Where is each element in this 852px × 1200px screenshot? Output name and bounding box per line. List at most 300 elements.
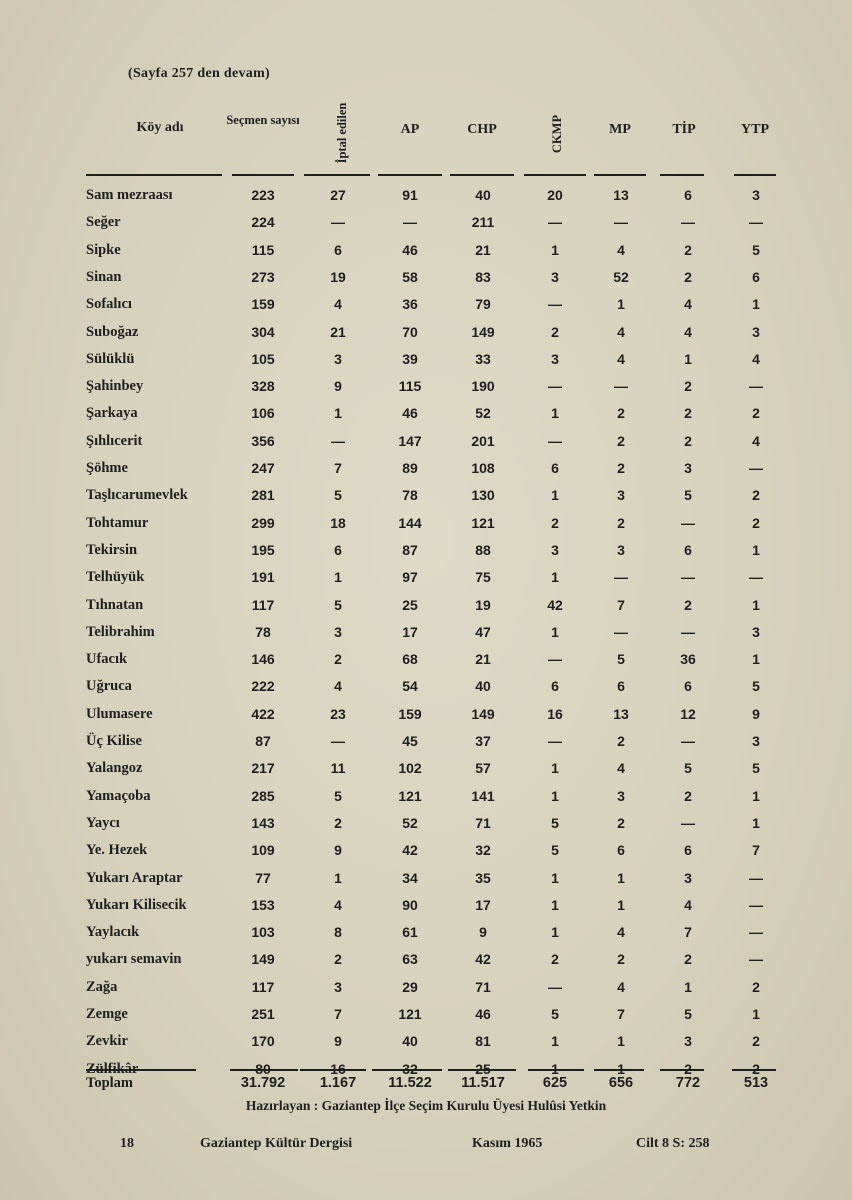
table-cell: 3 [617, 787, 625, 804]
table-cell: 117 [251, 978, 275, 995]
table-cell: 87 [402, 541, 418, 558]
table-cell: 17 [402, 623, 418, 640]
village-name: Ye. Hezek [86, 842, 148, 859]
table-cell: 6 [684, 678, 692, 695]
table-cell: 285 [251, 787, 275, 804]
table-cell: — [548, 733, 562, 749]
table-cell: 52 [475, 405, 491, 422]
table-cell: 2 [684, 596, 692, 613]
village-name: Sam mezraası [86, 187, 173, 203]
table-cell: — [749, 214, 763, 231]
table-cell: — [548, 378, 562, 395]
table-cell: — [548, 296, 562, 313]
table-cell: 1 [752, 814, 760, 831]
table-cell: 2 [617, 460, 625, 476]
table-cell: 3 [684, 460, 692, 476]
table-cell: 3 [752, 187, 760, 203]
table-cell: 201 [471, 432, 495, 449]
table-cell: 6 [617, 678, 625, 695]
table-cell: 9 [752, 705, 760, 722]
table-cell: 153 [251, 896, 275, 913]
table-cell: 4 [334, 678, 342, 695]
village-name: Tıhnatan [86, 596, 144, 613]
table-row [0, 482, 852, 508]
table-row [0, 974, 852, 1000]
issue-date: Kasım 1965 [472, 1136, 543, 1151]
table-cell: 190 [471, 378, 495, 395]
table-cell: 45 [402, 733, 418, 749]
table-row [0, 946, 852, 972]
table-cell: 8 [334, 924, 342, 941]
table-cell: 2 [684, 432, 692, 449]
table-cell: 143 [251, 814, 275, 831]
table-cell: 21 [475, 651, 491, 668]
table-cell: 40 [475, 187, 491, 203]
table-cell: 4 [752, 350, 760, 367]
table-cell: 5 [334, 787, 342, 804]
header-tip: TİP [672, 122, 696, 137]
continuation-note: (Sayfa 257 den devam) [128, 66, 271, 81]
village-name: Yukarı Kilisecik [86, 896, 187, 913]
table-cell: 1 [334, 405, 342, 422]
total-rule [594, 1069, 644, 1071]
table-cell: — [681, 733, 695, 749]
total-row [0, 1070, 852, 1096]
table-cell: 121 [398, 787, 422, 804]
table-cell: 4 [684, 896, 692, 913]
table-cell: 222 [251, 678, 275, 695]
total-rule [732, 1069, 776, 1071]
table-cell: — [681, 214, 695, 231]
table-cell: — [548, 651, 562, 668]
table-cell: 87 [255, 733, 271, 749]
table-cell: 36 [402, 296, 418, 313]
table-cell: 13 [613, 187, 629, 203]
table-cell: 1 [551, 896, 559, 913]
table-cell: 70 [402, 323, 418, 340]
table-cell: 6 [334, 541, 342, 558]
table-cell: 2 [684, 787, 692, 804]
table-cell: 3 [752, 623, 760, 640]
village-name: Ulumasere [86, 705, 153, 722]
table-cell: 147 [398, 432, 422, 449]
table-cell: 6 [684, 842, 692, 859]
table-cell: 2 [684, 951, 692, 968]
header-village-name: Köy adı [136, 120, 184, 135]
table-cell: — [681, 623, 695, 640]
table-cell: 105 [251, 350, 275, 367]
table-cell: 54 [402, 678, 418, 695]
table-cell: 12 [680, 705, 696, 722]
table-cell: 4 [334, 296, 342, 313]
table-cell: — [749, 460, 763, 476]
table-row [0, 428, 852, 454]
table-row [0, 892, 852, 918]
table-cell: 52 [613, 268, 629, 285]
table-cell: 63 [402, 951, 418, 968]
total-rule [230, 1069, 298, 1071]
table-cell: 42 [475, 951, 491, 968]
table-row [0, 455, 852, 481]
table-cell: — [681, 569, 695, 586]
table-cell: 32 [475, 842, 491, 859]
table-cell: 91 [402, 187, 418, 203]
table-cell: 121 [398, 1006, 422, 1022]
village-name: Sipke [86, 241, 121, 258]
table-cell: 6 [684, 187, 692, 203]
table-cell: — [331, 214, 345, 231]
total-cell: 11.517 [461, 1075, 505, 1091]
table-cell: 1 [617, 1033, 625, 1050]
table-cell: 2 [752, 487, 760, 504]
table-cell: 37 [475, 733, 491, 749]
table-cell: 5 [551, 842, 559, 859]
table-cell: 7 [334, 460, 342, 476]
village-name: Tekirsin [86, 541, 138, 558]
volume-page: Cilt 8 S: 258 [636, 1136, 710, 1151]
table-cell: 115 [251, 241, 275, 258]
table-cell: 3 [334, 350, 342, 367]
village-name: Sofalıcı [86, 296, 132, 313]
table-cell: — [331, 432, 345, 449]
header-ap: AP [400, 122, 420, 137]
table-cell: — [749, 924, 763, 941]
table-cell: 1 [684, 978, 692, 995]
village-name: Telhüyük [86, 569, 145, 586]
table-cell: 4 [617, 323, 625, 340]
table-cell: 5 [684, 760, 692, 777]
village-name: Şarkaya [86, 405, 138, 422]
table-row [0, 646, 852, 672]
table-cell: — [614, 378, 628, 395]
table-cell: 1 [551, 924, 559, 941]
table-cell: 299 [251, 514, 275, 531]
table-cell: 29 [402, 978, 418, 995]
table-cell: 2 [752, 1033, 760, 1050]
table-cell: 422 [251, 705, 275, 722]
table-cell: 5 [551, 814, 559, 831]
table-cell: 102 [398, 760, 422, 777]
table-cell: — [749, 896, 763, 913]
table-row [0, 564, 852, 590]
total-cell: 656 [608, 1075, 634, 1091]
table-cell: 9 [334, 378, 342, 395]
table-cell: 115 [398, 378, 422, 395]
total-rule [528, 1069, 584, 1071]
table-row [0, 510, 852, 536]
total-rule [372, 1069, 442, 1071]
total-rule [448, 1069, 516, 1071]
village-name: Şıhlıcerit [86, 432, 143, 449]
table-cell: 1 [334, 569, 342, 586]
header-invalid: İptal edilen [335, 102, 349, 164]
page-number: 18 [120, 1136, 134, 1151]
table-cell: 42 [547, 596, 563, 613]
table-cell: 97 [402, 569, 418, 586]
total-cell: 772 [675, 1075, 701, 1091]
table-cell: 19 [475, 596, 491, 613]
table-cell: 1 [752, 787, 760, 804]
table-cell: 356 [251, 432, 275, 449]
table-cell: 149 [471, 705, 495, 722]
village-name: Şöhme [86, 460, 128, 476]
table-cell: — [548, 432, 562, 449]
table-cell: 75 [475, 569, 491, 586]
table-row [0, 346, 852, 372]
village-name: yukarı semavin [86, 951, 182, 968]
village-name: Ufacık [86, 651, 128, 668]
table-cell: 4 [617, 924, 625, 941]
table-cell: 2 [617, 733, 625, 749]
table-cell: 21 [330, 323, 346, 340]
table-cell: 68 [402, 651, 418, 668]
table-cell: 3 [551, 350, 559, 367]
magazine-name: Gaziantep Kültür Dergisi [200, 1136, 353, 1151]
table-row [0, 837, 852, 863]
total-cell: 513 [743, 1075, 769, 1091]
table-cell: 2 [551, 323, 559, 340]
table-cell: 9 [479, 924, 487, 941]
table-cell: 4 [684, 296, 692, 313]
table-cell: 1 [551, 405, 559, 422]
table-cell: 79 [475, 296, 491, 313]
table-cell: 5 [684, 1006, 692, 1022]
table-cell: 57 [475, 760, 491, 777]
village-name: Zağa [86, 978, 118, 995]
table-cell: 2 [334, 814, 342, 831]
table-cell: 2 [617, 405, 625, 422]
table-cell: 89 [402, 460, 418, 476]
table-cell: 9 [334, 842, 342, 859]
table-cell: 61 [402, 924, 418, 941]
table-cell: 78 [402, 487, 418, 504]
table-cell: 217 [251, 760, 275, 777]
table-cell: 3 [617, 541, 625, 558]
village-name: Zemge [86, 1006, 128, 1022]
table-cell: 149 [471, 323, 495, 340]
table-cell: 1 [752, 596, 760, 613]
table-cell: 11 [330, 760, 346, 777]
table-cell: 16 [547, 705, 563, 722]
table-cell: 81 [475, 1033, 491, 1050]
table-cell: 46 [402, 241, 418, 258]
table-row [0, 1028, 852, 1054]
table-cell: 2 [684, 268, 692, 285]
table-cell: 47 [475, 623, 491, 640]
table-cell: 1 [617, 869, 625, 886]
table-cell: — [749, 951, 763, 968]
table-cell: 1 [551, 569, 559, 586]
table-cell: 3 [617, 487, 625, 504]
table-cell: 5 [752, 678, 760, 695]
table-cell: 2 [551, 951, 559, 968]
table-cell: — [749, 569, 763, 586]
table-cell: — [681, 514, 695, 531]
table-cell: 40 [402, 1033, 418, 1050]
table-cell: 1 [752, 541, 760, 558]
village-name: Telibrahim [86, 623, 155, 640]
table-cell: 1 [684, 350, 692, 367]
table-cell: 34 [402, 869, 418, 886]
table-cell: 4 [752, 432, 760, 449]
table-cell: 3 [334, 978, 342, 995]
table-cell: 2 [684, 405, 692, 422]
table-cell: 1 [752, 296, 760, 313]
table-cell: 1 [551, 787, 559, 804]
table-cell: 5 [334, 596, 342, 613]
table-row [0, 783, 852, 809]
table-cell: 3 [551, 268, 559, 285]
table-cell: 3 [752, 733, 760, 749]
table-cell: 46 [402, 405, 418, 422]
table-cell: 273 [251, 268, 275, 285]
header-voter-count: Seçmen sayısı [226, 113, 300, 127]
village-name: Sülüklü [86, 350, 135, 367]
table-cell: 25 [402, 596, 418, 613]
village-name: Yamaçoba [86, 787, 151, 804]
table-cell: 4 [617, 241, 625, 258]
table-cell: 77 [255, 869, 271, 886]
table-cell: 5 [752, 241, 760, 258]
table-cell: 159 [398, 705, 422, 722]
table-cell: 1 [551, 623, 559, 640]
table-cell: 1 [551, 241, 559, 258]
table-row [0, 1001, 852, 1027]
table-cell: 2 [617, 951, 625, 968]
header-chp: CHP [467, 122, 497, 137]
table-cell: 108 [471, 460, 495, 476]
table-cell: 2 [752, 514, 760, 531]
village-name: Yalangoz [86, 760, 143, 777]
table-cell: 19 [330, 268, 346, 285]
total-rule [660, 1069, 704, 1071]
total-cell: 1.167 [319, 1075, 357, 1091]
table-cell: 2 [551, 514, 559, 531]
table-cell: 35 [475, 869, 491, 886]
table-cell: 5 [334, 487, 342, 504]
table-cell: 2 [617, 814, 625, 831]
table-cell: 4 [617, 350, 625, 367]
table-cell: 2 [684, 241, 692, 258]
table-cell: 130 [471, 487, 495, 504]
table-cell: 42 [402, 842, 418, 859]
table-cell: 281 [251, 487, 275, 504]
table-cell: — [749, 869, 763, 886]
table-cell: 304 [251, 323, 275, 340]
village-name: Zevkir [86, 1033, 128, 1050]
table-cell: 141 [471, 787, 495, 804]
table-row [0, 592, 852, 618]
table-cell: 149 [251, 951, 275, 968]
table-cell: 78 [255, 623, 271, 640]
total-label: Toplam [86, 1075, 134, 1091]
table-cell: 1 [551, 760, 559, 777]
table-cell: 88 [475, 541, 491, 558]
table-cell: 18 [330, 514, 346, 531]
table-row [0, 209, 852, 235]
table-cell: 1 [551, 869, 559, 886]
table-cell: 6 [752, 268, 760, 285]
total-cell: 11.522 [388, 1075, 432, 1091]
table-row [0, 619, 852, 645]
table-cell: 7 [752, 842, 760, 859]
table-cell: — [749, 378, 763, 395]
village-name: Suboğaz [86, 323, 139, 340]
table-cell: 71 [475, 814, 491, 831]
table-row [0, 291, 852, 317]
table-cell: 5 [752, 760, 760, 777]
table-cell: 71 [475, 978, 491, 995]
table-cell: 33 [475, 350, 491, 367]
village-name: Yukarı Araptar [86, 869, 183, 886]
table-row [0, 673, 852, 699]
table-cell: 117 [251, 596, 275, 613]
table-cell: — [614, 214, 628, 231]
table-cell: 46 [475, 1006, 491, 1022]
table-cell: 224 [251, 214, 275, 231]
table-cell: 1 [551, 1033, 559, 1050]
header-mp: MP [609, 122, 631, 137]
table-cell: 7 [617, 596, 625, 613]
table-cell: 1 [752, 1006, 760, 1022]
table-cell: 195 [251, 541, 275, 558]
table-cell: 4 [334, 896, 342, 913]
table-cell: — [548, 978, 562, 995]
table-row [0, 537, 852, 563]
table-cell: 23 [330, 705, 346, 722]
table-cell: 6 [334, 241, 342, 258]
table-cell: 3 [752, 323, 760, 340]
table-cell: 7 [617, 1006, 625, 1022]
table-cell: 4 [684, 323, 692, 340]
village-name: Sinan [86, 268, 122, 285]
table-row [0, 728, 852, 754]
table-cell: — [614, 623, 628, 640]
table-cell: 3 [684, 869, 692, 886]
table-cell: 6 [551, 678, 559, 695]
table-row [0, 373, 852, 399]
table-row [0, 865, 852, 891]
table-cell: 146 [251, 651, 275, 668]
table-cell: 328 [251, 378, 275, 395]
table-cell: 2 [617, 514, 625, 531]
table-row [0, 182, 852, 208]
table-cell: 36 [680, 651, 696, 668]
table-cell: 103 [251, 924, 275, 941]
table-cell: 5 [551, 1006, 559, 1022]
village-name: Yaycı [86, 814, 120, 831]
total-cell: 625 [542, 1075, 568, 1091]
table-cell: 6 [684, 541, 692, 558]
table-row [0, 264, 852, 290]
table-cell: 40 [475, 678, 491, 695]
table-cell: 1 [617, 896, 625, 913]
prepared-by: Hazırlayan : Gaziantep İlçe Seçim Kurulu Üyesi Hulûsi Yetkin [245, 1098, 607, 1113]
table-cell: — [548, 214, 562, 231]
table-cell: 17 [475, 896, 491, 913]
table-cell: 7 [334, 1006, 342, 1022]
table-cell: 3 [551, 541, 559, 558]
table-cell: 121 [471, 514, 495, 531]
table-cell: 27 [330, 187, 346, 203]
table-row [0, 810, 852, 836]
village-name: Seğer [86, 214, 121, 231]
table-cell: 144 [398, 514, 422, 531]
table-row [0, 237, 852, 263]
table-cell: 4 [617, 978, 625, 995]
table-cell: 2 [752, 978, 760, 995]
table-cell: 21 [475, 241, 491, 258]
